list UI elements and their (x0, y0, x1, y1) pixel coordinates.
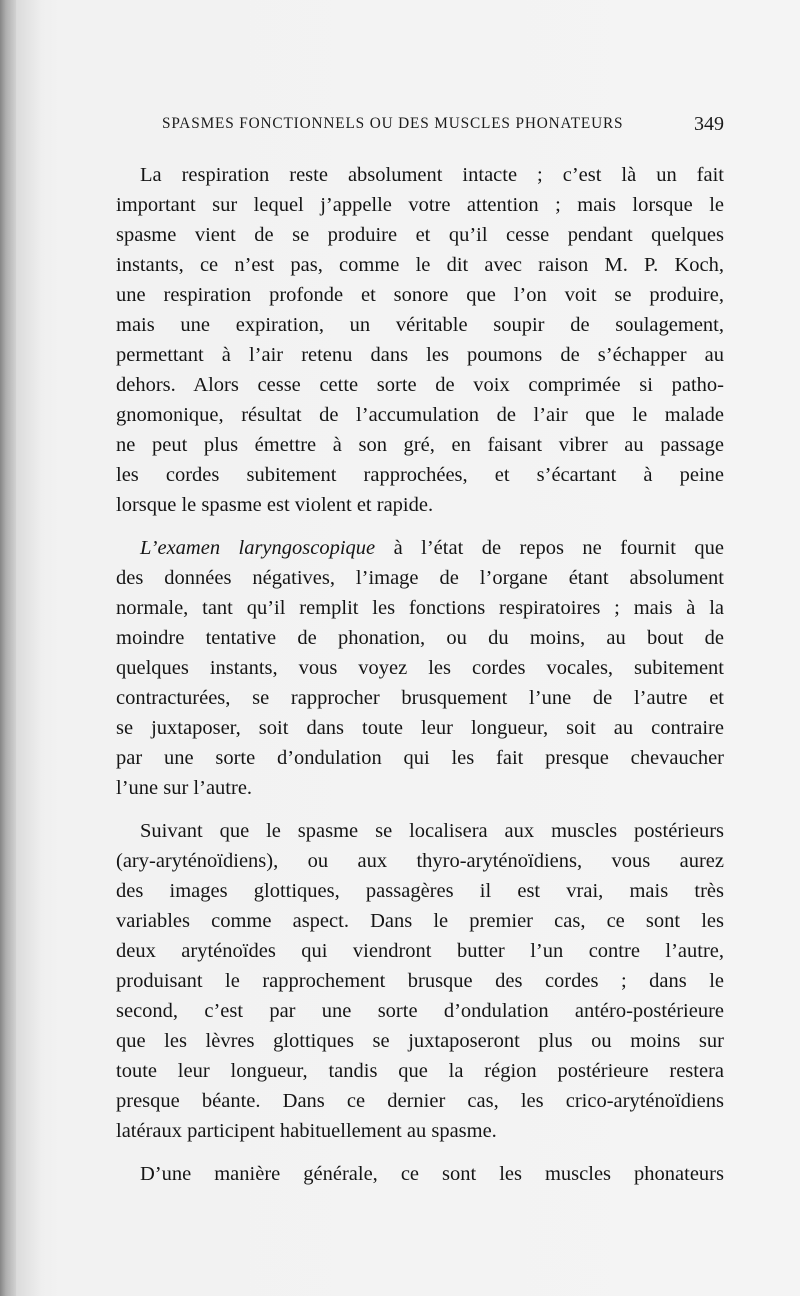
text-line: presque béante. Dans ce dernier cas, les crico-aryténoïdiens (116, 1090, 724, 1112)
paragraph-4 (116, 1159, 724, 1189)
text-line: lorsque le spasme est violent et rapide. (116, 494, 434, 516)
text-line: gnomonique, résultat de l’accumulation de l’air que le malade (116, 404, 724, 426)
text-line: que les lèvres glottiques se juxtaposeront plus ou moins sur (116, 1030, 724, 1052)
text-line: toute leur longueur, tandis que la région postérieure restera (116, 1060, 724, 1082)
text-line: ne peut plus émettre à son gré, en faisant vibrer au passage (116, 434, 724, 456)
text-line: (ary-aryténoïdiens), ou aux thyro-aryténoïdiens, vous aurez (116, 850, 724, 872)
text-line: des données négatives, l’image de l’organe étant absolument (116, 567, 724, 589)
text-line: contracturées, se rapprocher brusquement l’une de l’autre et (116, 687, 724, 709)
running-title: SPASMES FONCTIONNELS OU DES MUSCLES PHONATEURS (162, 115, 624, 132)
text-line: La respiration reste absolument intacte ; c’est là un fait (140, 164, 724, 186)
text-line: moindre tentative de phonation, ou du moins, au bout de (116, 627, 724, 649)
text-line: variables comme aspect. Dans le premier cas, ce sont les (116, 910, 724, 932)
text-line: les cordes subitement rapprochées, et s’écartant à peine (116, 464, 724, 486)
text-line: une respiration profonde et sonore que l’on voit se produire, (116, 284, 724, 306)
page-number: 349 (694, 113, 724, 135)
paragraph-gap (116, 1146, 724, 1159)
text-line: normale, tant qu’il remplit les fonctions respiratoires ; mais à la (116, 597, 724, 619)
text-line: par une sorte d’ondulation qui les fait presque chevaucher (116, 747, 724, 769)
text-line: spasme vient de se produire et qu’il cesse pendant quelques (116, 224, 724, 246)
paragraph-gap (116, 803, 724, 816)
text-line: l’une sur l’autre. (116, 777, 253, 799)
text-line: permettant à l’air retenu dans les poumons de s’échapper au (116, 344, 724, 366)
text-line: Suivant que le spasme se localisera aux muscles postérieurs (140, 820, 724, 842)
text-line: important sur lequel j’appelle votre attention ; mais lorsque le (116, 194, 724, 216)
paragraph-3 (116, 816, 724, 1146)
running-header (162, 115, 724, 133)
paragraph-1 (116, 160, 724, 520)
text-line: dehors. Alors cesse cette sorte de voix comprimée si patho- (116, 374, 724, 396)
text-line: mais une expiration, un véritable soupir de soulagement, (116, 314, 724, 336)
text-line: instants, ce n’est pas, comme le dit avec raison M. P. Koch, (116, 254, 724, 276)
text-line: se juxtaposer, soit dans toute leur longueur, soit au contraire (116, 717, 724, 739)
italic-term: L’examen laryngoscopique (140, 537, 376, 559)
text-line: D’une manière générale, ce sont les muscles phonateurs (140, 1163, 724, 1185)
body-text (116, 160, 724, 1189)
paragraph-gap (116, 520, 724, 533)
text-fragment: à l’état de repos ne fournit que (375, 537, 724, 559)
text-line: second, c’est par une sorte d’ondulation antéro-postérieure (116, 1000, 724, 1022)
text-line: des images glottiques, passagères il est vrai, mais très (116, 880, 724, 902)
text-line: produisant le rapprochement brusque des cordes ; dans le (116, 970, 724, 992)
paragraph-2 (116, 533, 724, 803)
text-line: deux aryténoïdes qui viendront butter l’un contre l’autre, (116, 940, 724, 962)
text-line (116, 533, 724, 563)
text-line: latéraux participent habituellement au spasme. (116, 1120, 497, 1142)
text-line: quelques instants, vous voyez les cordes vocales, subitement (116, 657, 724, 679)
